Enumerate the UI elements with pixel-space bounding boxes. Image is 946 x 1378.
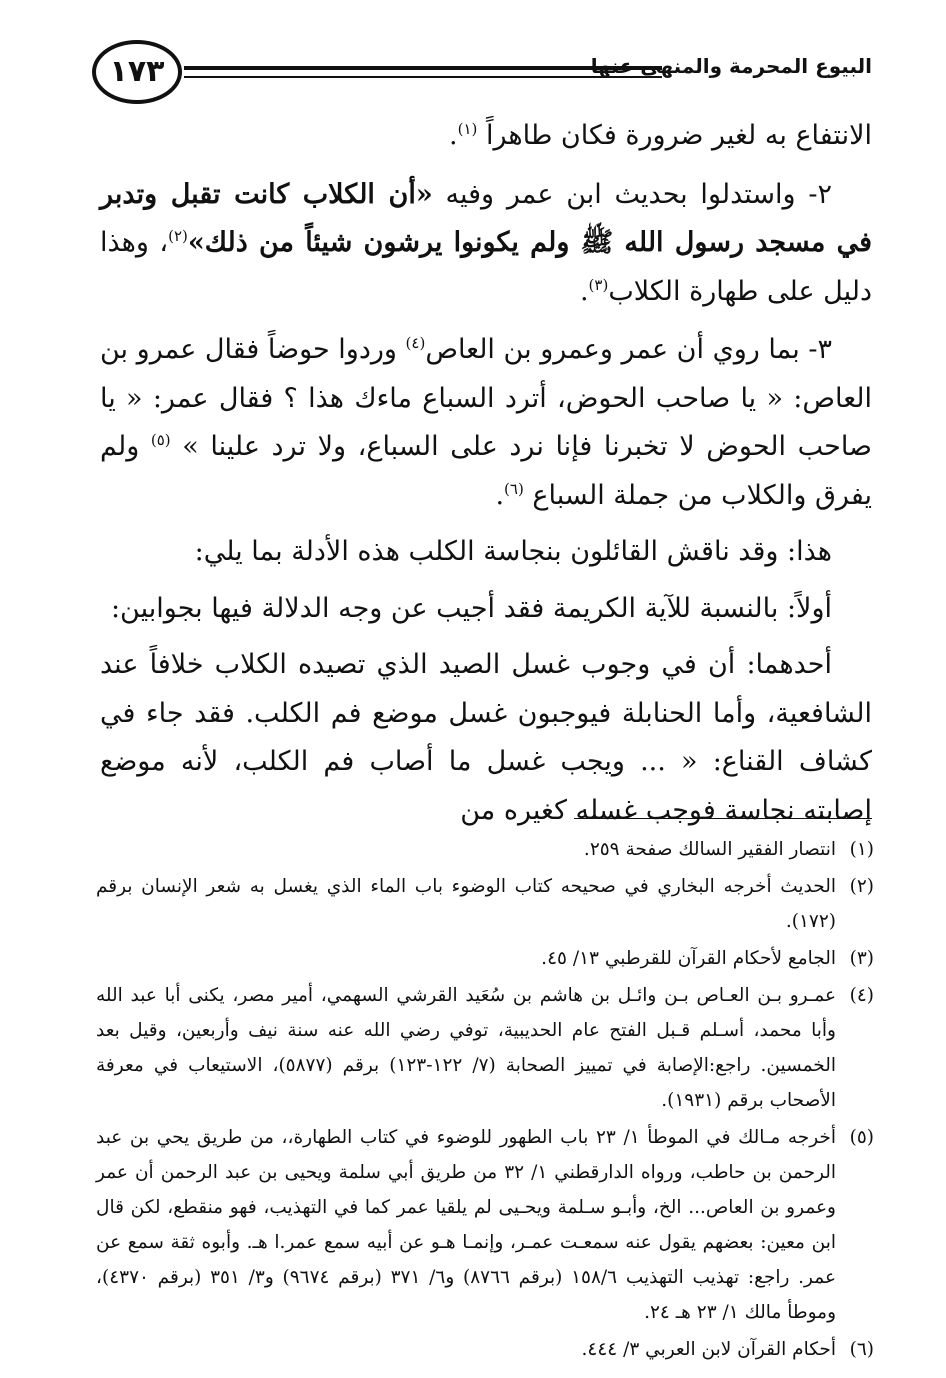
paragraph-1-end: .	[449, 120, 458, 151]
paragraph-2-end: .	[579, 275, 589, 307]
footnote-6	[96, 1332, 874, 1367]
paragraph-2-mid: ، وهذا دليل على طهارة الكلاب	[100, 227, 872, 307]
paragraph-2	[100, 171, 872, 317]
footnote-text: انتصار الفقير السالك صفحة ٢٥٩.	[583, 839, 836, 860]
paragraph-3-text: ٣- بما روي أن عمر وعمرو بن العاص	[425, 334, 832, 365]
footnotes	[96, 832, 874, 1369]
paragraph-3-mid: وردوا حوضاً فقال عمرو بن العاص: « يا صاحب الحوض، أترد السباع ماءك هذا ؟ فقال عمر: « يا صاحب الحوض لا تخبرنا فإنا نرد على السباع، ولا ترد علينا »	[100, 334, 872, 462]
paragraph-3	[100, 326, 872, 520]
paragraph-3-end: .	[495, 479, 505, 511]
footnote-number: (٢)	[849, 876, 874, 897]
footnote-number: (٥)	[849, 1127, 874, 1148]
paragraph-1-text: الانتفاع به لغير ضرورة فكان طاهراً	[485, 120, 872, 151]
paragraph-2-text: ٢- واستدلوا بحديث ابن عمر وفيه	[445, 178, 832, 210]
footnote-3	[96, 941, 874, 976]
footnote-number: (٦)	[849, 1339, 874, 1360]
footnote-text: أخرجه مـالك في الموطأ ١/ ٢٣ باب الطهور للوضوء في كتاب الطهارة،، من طريق يحي بن عبد الرحمن بن حاطب، ورواه الدارقطني ١/ ٣٢ من طريق أبي سلمة ويحيى بن عبد الرحمن أن عمر وعمرو بن العاص... الخ، وأبـو سـلمة ويحـيى لم يلقيا عمر كما في التهذيب، فهو منقطع، لكن قال ابن معين: بعضهم يقول عنه سمعـت عمـر، وإنمـا هـو عن أبيه سمع عمر.ا هـ. وأبوه ثقة سمع عن عمر. راجع: تهذيب التهذيب ١٥٨/٦ (برقم ٨٧٦٦) و٦/ ٣٧١ (برقم ٩٦٧٤) و٣/ ٣٥١ (برقم ٤٣٧٠)، وموطأ مالك ١/ ٢٣ هـ ٢٤.	[96, 1127, 837, 1323]
footnote-text: الحديث أخرجه البخاري في صحيحه كتاب الوضوء باب الماء الذي يغسل به شعر الإنسان برقم (١٧٢).	[96, 876, 836, 932]
paragraph-5: أولاً: بالنسبة للآية الكريمة فقد أجيب عن وجه الدلالة فيها بجوابين:	[110, 592, 832, 624]
paragraph-6: أحدهما: أن في وجوب غسل الصيد الذي تصيده الكلاب خلافاً عند الشافعية، وأما الحنابلة فيوجبون غسل موضع فم الكلب. فقد جاء في كشاف القناع: « ... ويجب غسل ما أصاب فم الكلب، لأنه موضع إصابته نجاسة فوجب غسله كغيره من	[100, 649, 872, 826]
footnote-ref-3: (٣)	[588, 275, 609, 294]
page-header	[92, 40, 872, 104]
footnote-ref-4: (٤)	[405, 334, 426, 352]
footnote-number: (١)	[849, 839, 874, 860]
footnote-number: (٣)	[849, 948, 874, 969]
paragraph-4: هذا: وقد ناقش القائلون بنجاسة الكلب هذه الأدلة بما يلي:	[194, 536, 832, 567]
footnote-text: الجامع لأحكام القرآن للقرطبي ١٣/ ٤٥.	[541, 948, 836, 969]
footnote-separator	[574, 818, 872, 819]
footnote-4	[96, 978, 874, 1118]
hadith-quote: «أن الكلاب كانت تقبل وتدبر في مسجد رسول الله ﷺ ولم يكونوا يرشون شيئاً من ذلك»	[100, 178, 872, 258]
footnote-ref-1: (١)	[457, 120, 478, 138]
footnote-2	[96, 869, 874, 939]
footnote-number: (٤)	[849, 985, 874, 1006]
footnote-1	[96, 832, 874, 867]
footnote-text: عمـرو بـن العـاص بـن وائـل بن هاشم بن سُعَيد القرشي السهمي، أمير مصر، يكنى أبا عبد الله وأبا محمد، أسـلم قـبل الفتح عام الحديبية، توفي رضي الله عنه سنة نيف وأربعين، وقيل بعد الخمسين. راجع:الإصابة في تمييز الصحابة (٧/ ١٢٢-١٢٣) برقم (٥٨٧٧)، الاستيعاب في معرفة الأصحاب برقم (١٩٣١).	[96, 985, 836, 1111]
footnote-ref-5: (٥)	[150, 431, 171, 449]
page-number: ١٧٣	[92, 40, 182, 104]
footnote-ref-6: (٦)	[504, 479, 524, 498]
paragraph-3-mid2: ولم يفرق والكلاب من جملة السباع	[100, 431, 872, 511]
paragraph-1	[100, 112, 872, 161]
footnote-text: أحكام القرآن لابن العربي ٣/ ٤٤٤.	[581, 1339, 836, 1360]
footnote-5	[96, 1120, 874, 1330]
footnote-ref-2: (٢)	[168, 227, 188, 245]
main-text	[100, 112, 872, 843]
running-title: البيوع المحرمة والمنهي عنها	[590, 54, 872, 78]
